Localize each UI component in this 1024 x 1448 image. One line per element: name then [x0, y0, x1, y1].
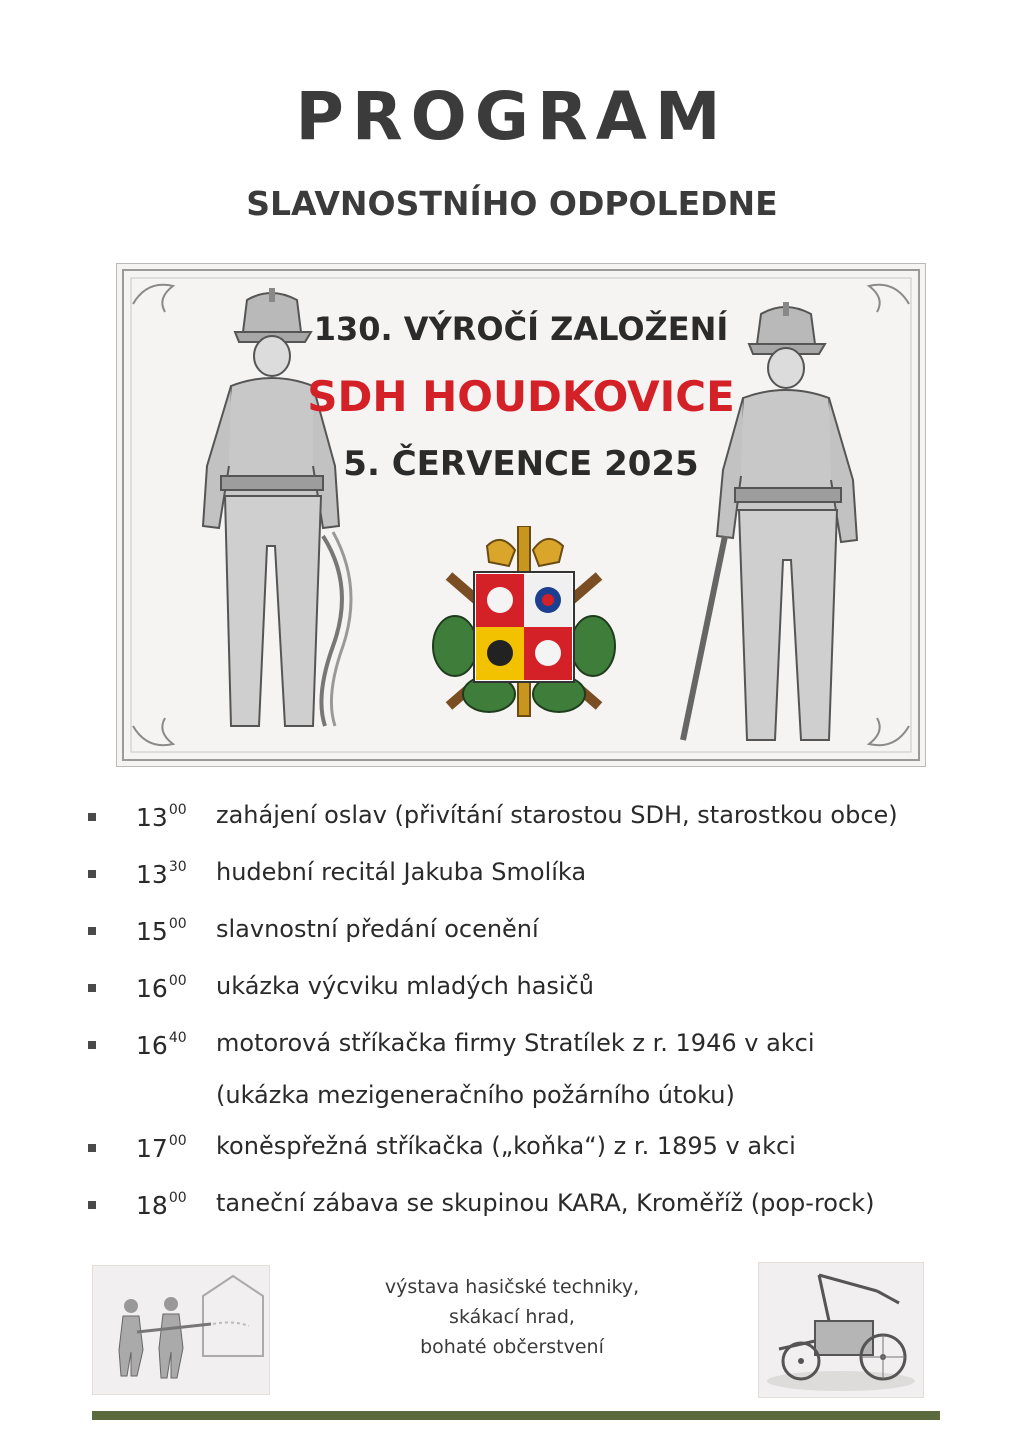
- bullet-icon: [88, 1144, 96, 1152]
- bullet-icon: [88, 927, 96, 935]
- schedule-item: [80, 1121, 960, 1178]
- schedule-description: [216, 1017, 956, 1121]
- schedule-description: koněspřežná stříkačka („koňka“) z r. 1895 v akci: [216, 1132, 796, 1160]
- schedule-time: $15^{00}$: [136, 916, 187, 946]
- program-schedule: [80, 790, 960, 1235]
- footer-line: skákací hrad,: [449, 1306, 575, 1328]
- footer-line: výstava hasičské techniky,: [384, 1276, 640, 1298]
- schedule-time: $13^{30}$: [136, 859, 187, 889]
- bullet-icon: [88, 813, 96, 821]
- schedule-description: slavnostní předání ocenění: [216, 915, 539, 943]
- footer-attractions: [320, 1272, 704, 1362]
- firefighters-spraying-illustration: [92, 1265, 270, 1395]
- schedule-time: $16^{40}$: [136, 1030, 187, 1060]
- schedule-item: [80, 904, 960, 961]
- schedule-description-line: (ukázka mezigeneračního požárního útoku): [216, 1081, 735, 1109]
- page-subtitle: SLAVNOSTNÍHO ODPOLEDNE: [246, 184, 778, 223]
- schedule-time: $13^{00}$: [136, 802, 187, 832]
- anniversary-banner: [116, 263, 926, 767]
- fire-pump-cart-illustration: [758, 1262, 924, 1398]
- organization-name: SDH HOUDKOVICE: [307, 372, 735, 421]
- page-title: PROGRAM: [295, 78, 729, 155]
- anniversary-heading: 130. VÝROČÍ ZALOŽENÍ: [313, 310, 729, 348]
- schedule-item: [80, 961, 960, 1018]
- schedule-time: $17^{00}$: [136, 1133, 187, 1163]
- schedule-item: [80, 1178, 960, 1235]
- schedule-item: [80, 1018, 960, 1121]
- fire-brigade-emblem: [429, 526, 619, 722]
- footer-line: bohaté občerstvení: [420, 1336, 604, 1358]
- firefighter-right-illustration: [677, 300, 877, 760]
- schedule-item: [80, 847, 960, 904]
- schedule-time: $16^{00}$: [136, 973, 187, 1003]
- bullet-icon: [88, 984, 96, 992]
- firefighter-left-illustration: [173, 286, 363, 756]
- footer-divider: [92, 1411, 940, 1420]
- schedule-time: $18^{00}$: [136, 1190, 187, 1220]
- schedule-description: taneční zábava se skupinou KARA, Kroměříž (pop-rock): [216, 1189, 875, 1217]
- schedule-description: zahájení oslav (přivítání starostou SDH, starostkou obce): [216, 801, 898, 829]
- event-date: 5. ČERVENCE 2025: [343, 444, 699, 484]
- schedule-description: ukázka výcviku mladých hasičů: [216, 972, 594, 1000]
- schedule-item: [80, 790, 960, 847]
- bullet-icon: [88, 870, 96, 878]
- bullet-icon: [88, 1201, 96, 1209]
- schedule-description-line: motorová stříkačka firmy Stratílek z r. 1946 v akci: [216, 1029, 815, 1057]
- bullet-icon: [88, 1041, 96, 1049]
- schedule-description: hudební recitál Jakuba Smolíka: [216, 858, 587, 886]
